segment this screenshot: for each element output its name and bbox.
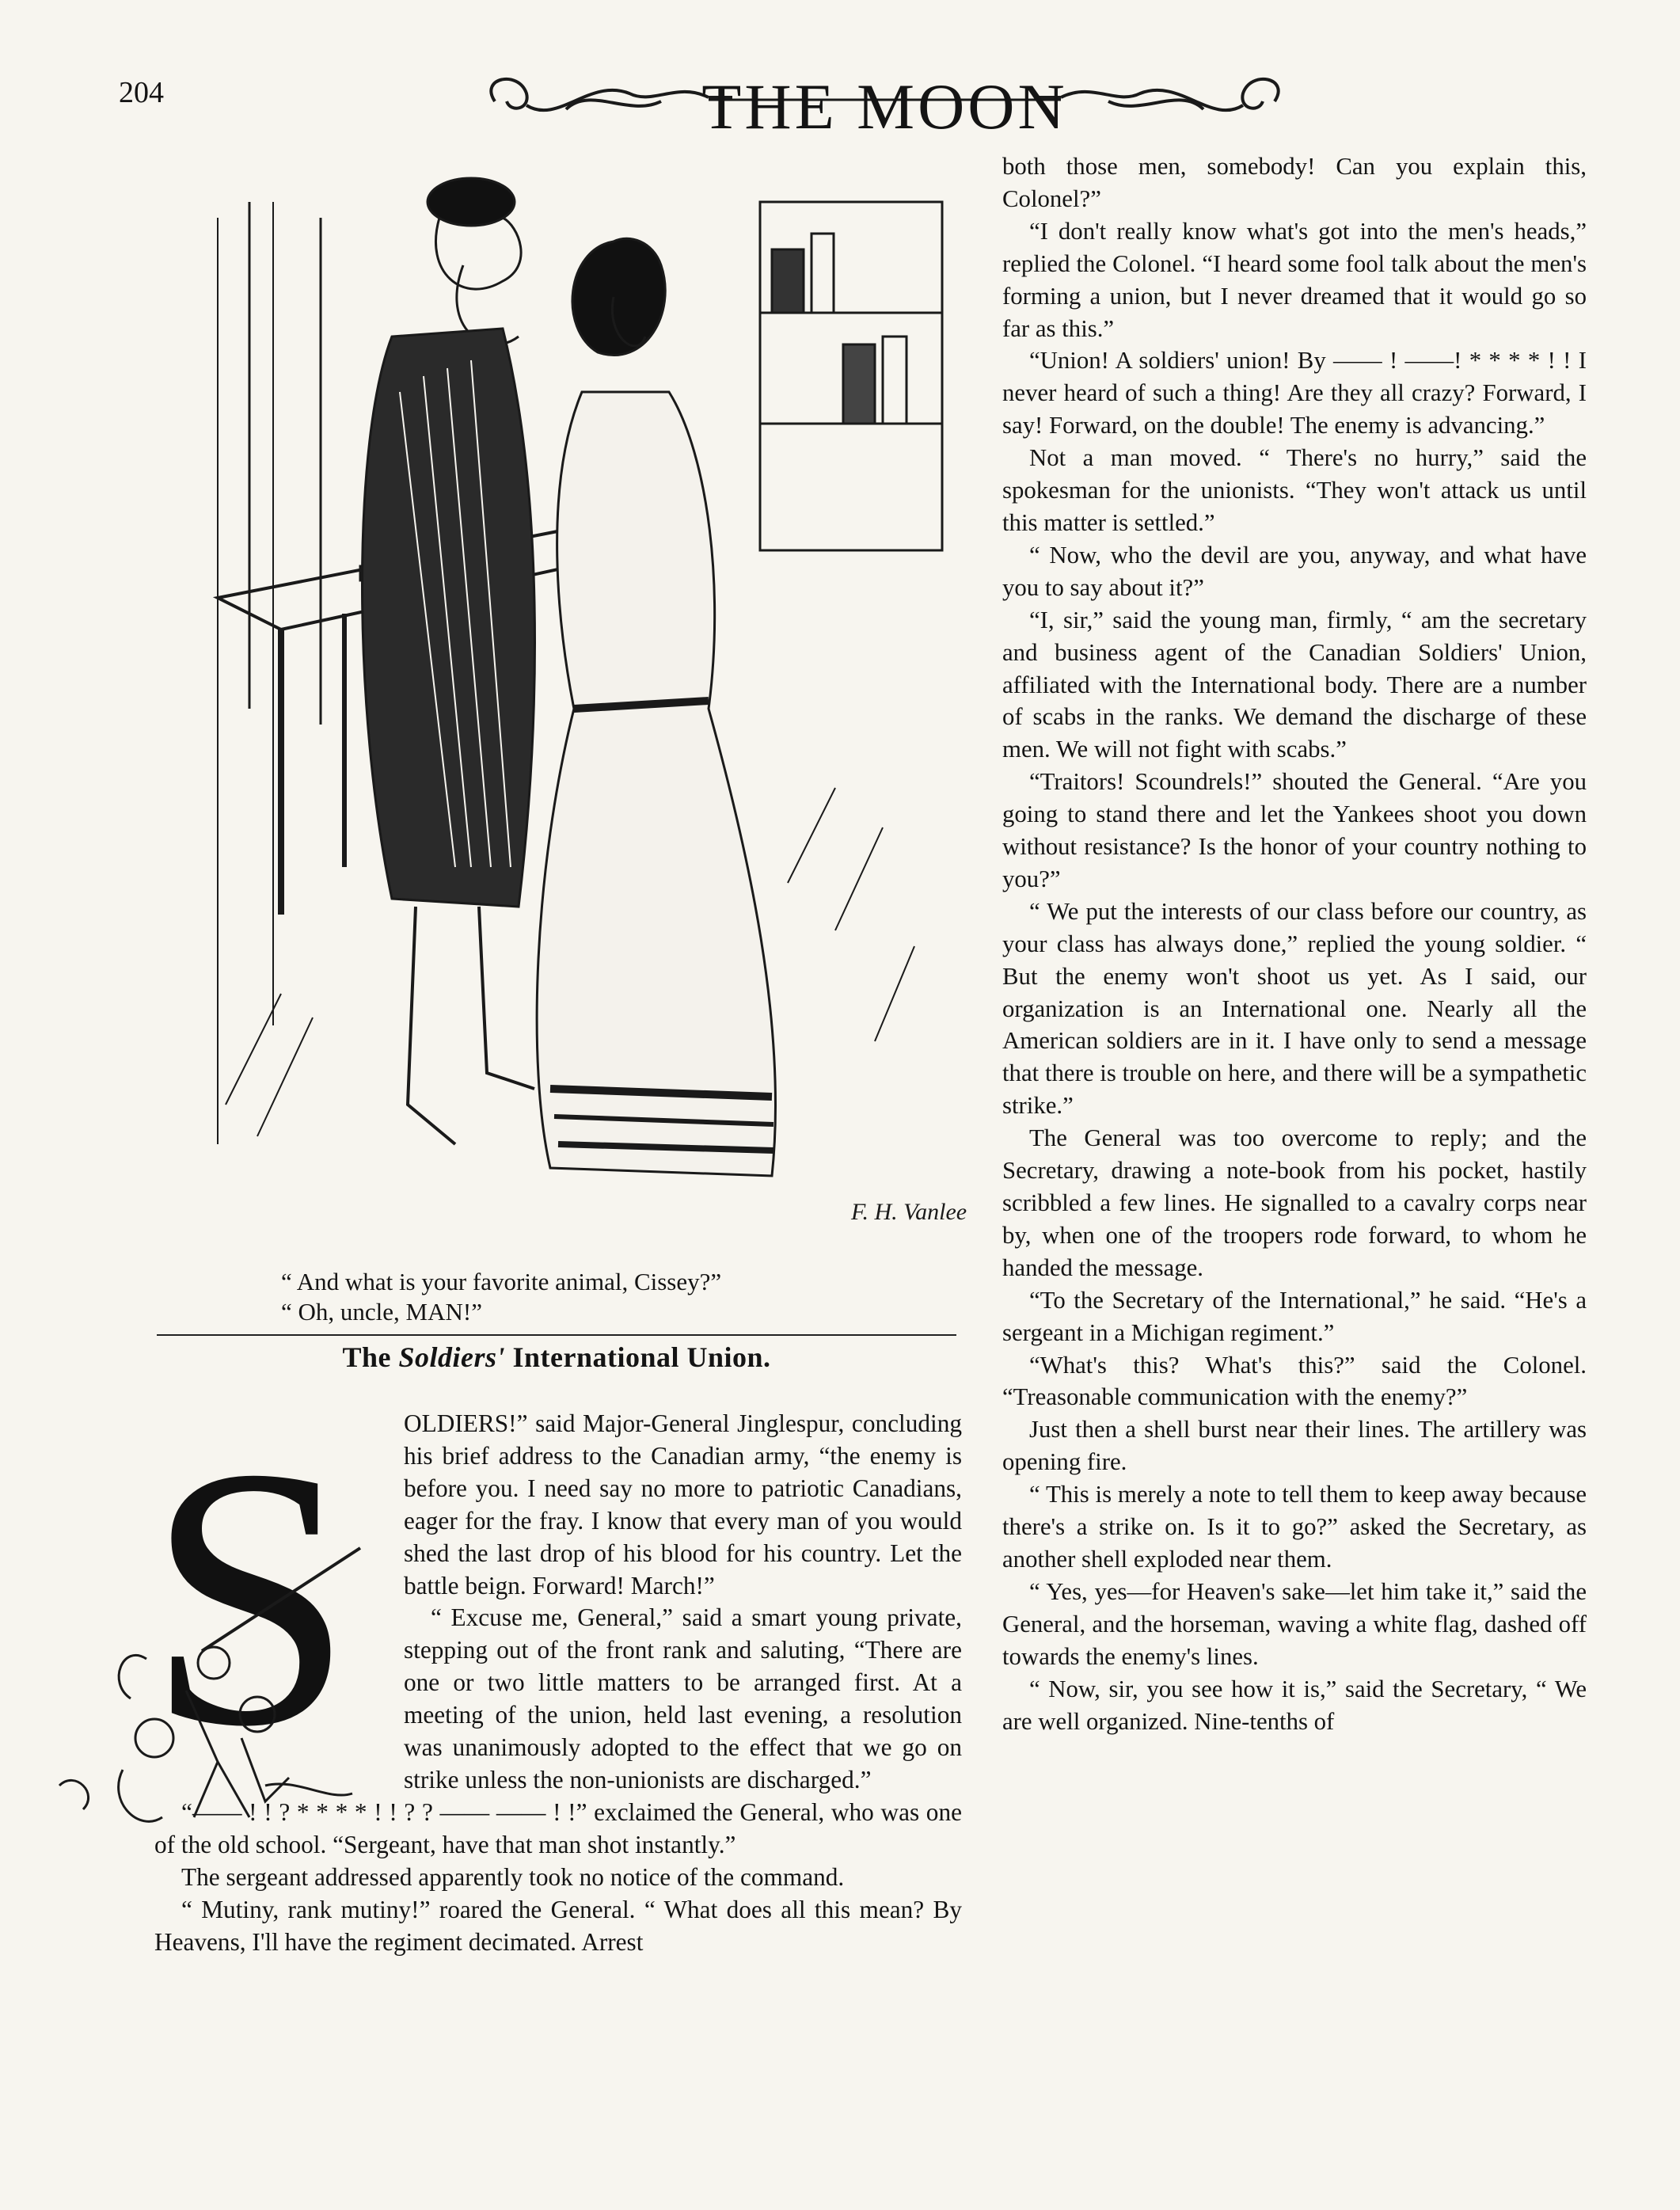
article-left-column — [154, 1408, 962, 1958]
article-title — [157, 1341, 956, 1374]
masthead — [471, 62, 1298, 141]
article-right-paragraph: The General was too overcome to reply; and the Secretary, drawing a note-book from his pocket, hastily scribbled a few lines. He signalled to a cavalry corps near by, when one of the troopers rode forward, to whom he handed the message. — [1002, 1124, 1587, 1281]
article-right-paragraph: “ Yes, yes—for Heaven's sake—let him take it,” said the General, and the horseman, waving a white flag, dashed off towards the enemy's lines. — [1002, 1577, 1587, 1670]
article-right-paragraph: Not a man moved. “ There's no hurry,” said the spokesman for the unionists. “They won't attack us until this matter is settled.” — [1002, 444, 1587, 536]
article-title-pre: The — [342, 1341, 399, 1373]
article-right-paragraph: “ Now, sir, you see how it is,” said the Secretary, “ We are well organized. Nine-tenths of — [1002, 1675, 1587, 1735]
caption-line-1: “ And what is your favorite animal, Cissey?” — [281, 1268, 722, 1295]
page-number: 204 — [119, 76, 164, 109]
illustration-drawing — [202, 154, 982, 1251]
article-right-paragraph: “Union! A soldiers' union! By —— ! ——! * * * * ! ! I never heard of such a thing! Are they all crazy? Forward, I say! Forward, on the double! The enemy is advancing.” — [1002, 347, 1587, 439]
article-title-italic: Soldiers' — [398, 1341, 505, 1373]
article-right-paragraph: “ This is merely a note to tell them to keep away because there's a strike on. Is it to go?” asked the Secretary, as another shell exploded near them. — [1002, 1481, 1587, 1573]
article-right-paragraph: “ We put the interests of our class before our country, as your class has always done,” replied the young soldier. “ But the enemy won't shoot us yet. As I said, our organization is an International one. Nearly all the American soldiers are in it. I have only to send a message that there is trouble on here, and there will be a sympathetic strike.” — [1002, 897, 1587, 1120]
article-right-paragraph: “What's this? What's this?” said the Colonel. “Treasonable communication with the enemy?” — [1002, 1351, 1587, 1411]
article-paragraph-5: “ Mutiny, rank mutiny!” roared the General. “ What does all this mean? By Heavens, I'll have the regiment decimated. Arrest — [154, 1895, 962, 1956]
article-right-paragraph: “Traitors! Scoundrels!” shouted the General. “Are you going to stand there and let the Yankees shoot you down without resistance? Is the honor of your country nothing to you?” — [1002, 768, 1587, 892]
illustration — [202, 154, 982, 1251]
article-paragraph-2: “ Excuse me, General,” said a smart young private, stepping out of the front rank and saluting, “There are one or two little matters to be arranged first. At a meeting of the union, held last evening, a resolution was unanimously adopted to the effect that we go on strike unless the non-unionists are discharged.” — [404, 1603, 962, 1793]
masthead-title: THE MOON — [701, 70, 1068, 143]
article-right-paragraph: Just then a shell burst near their lines. The artillery was opening fire. — [1002, 1416, 1587, 1476]
article-right-paragraph: “ Now, who the devil are you, anyway, and what have you to say about it?” — [1002, 541, 1587, 601]
illustration-caption — [281, 1267, 721, 1327]
article-right-paragraph: “To the Secretary of the International,” he said. “He's a sergeant in a Michigan regiment.” — [1002, 1286, 1587, 1346]
caption-line-2: “ Oh, uncle, MAN!” — [281, 1298, 482, 1326]
article-paragraph-1: OLDIERS!” said Major-General Jinglespur, concluding his brief address to the Canadian army, “the enemy is before you. I need say no more to patriotic Canadians, eager for the fray. I know that every man of you would shed the last drop of his blood for his country. Let the battle beign. Forward! March!” — [404, 1409, 962, 1599]
article-paragraph-3: “—— ! ! ? * * * * ! ! ? ? —— —— ! !” exclaimed the General, who was one of the old school. “Sergeant, have that man shot instantly.” — [154, 1797, 962, 1858]
article-right-paragraph: both those men, somebody! Can you explain this, Colonel?” — [1002, 153, 1587, 212]
section-divider — [157, 1334, 956, 1336]
dropcap-letter: S — [146, 1405, 354, 1803]
article-right-paragraph: “I don't really know what's got into the men's heads,” replied the Colonel. “I heard some fool talk about the men's forming a union, but I never dreamed that it would go so far as this.” — [1002, 217, 1587, 342]
illustration-signature: F. H. Vanlee — [851, 1199, 967, 1225]
article-title-post: International Union. — [504, 1341, 771, 1373]
article-right-column — [1002, 150, 1587, 1737]
article-paragraph-4: The sergeant addressed apparently took no notice of the command. — [181, 1862, 845, 1891]
article-right-paragraph: “I, sir,” said the young man, firmly, “ am the secretary and business agent of the Canadian Soldiers' Union, affiliated with the International body. There are a number of scabs in the ranks. We demand the discharge of these men. We will not fight with scabs.” — [1002, 606, 1587, 763]
